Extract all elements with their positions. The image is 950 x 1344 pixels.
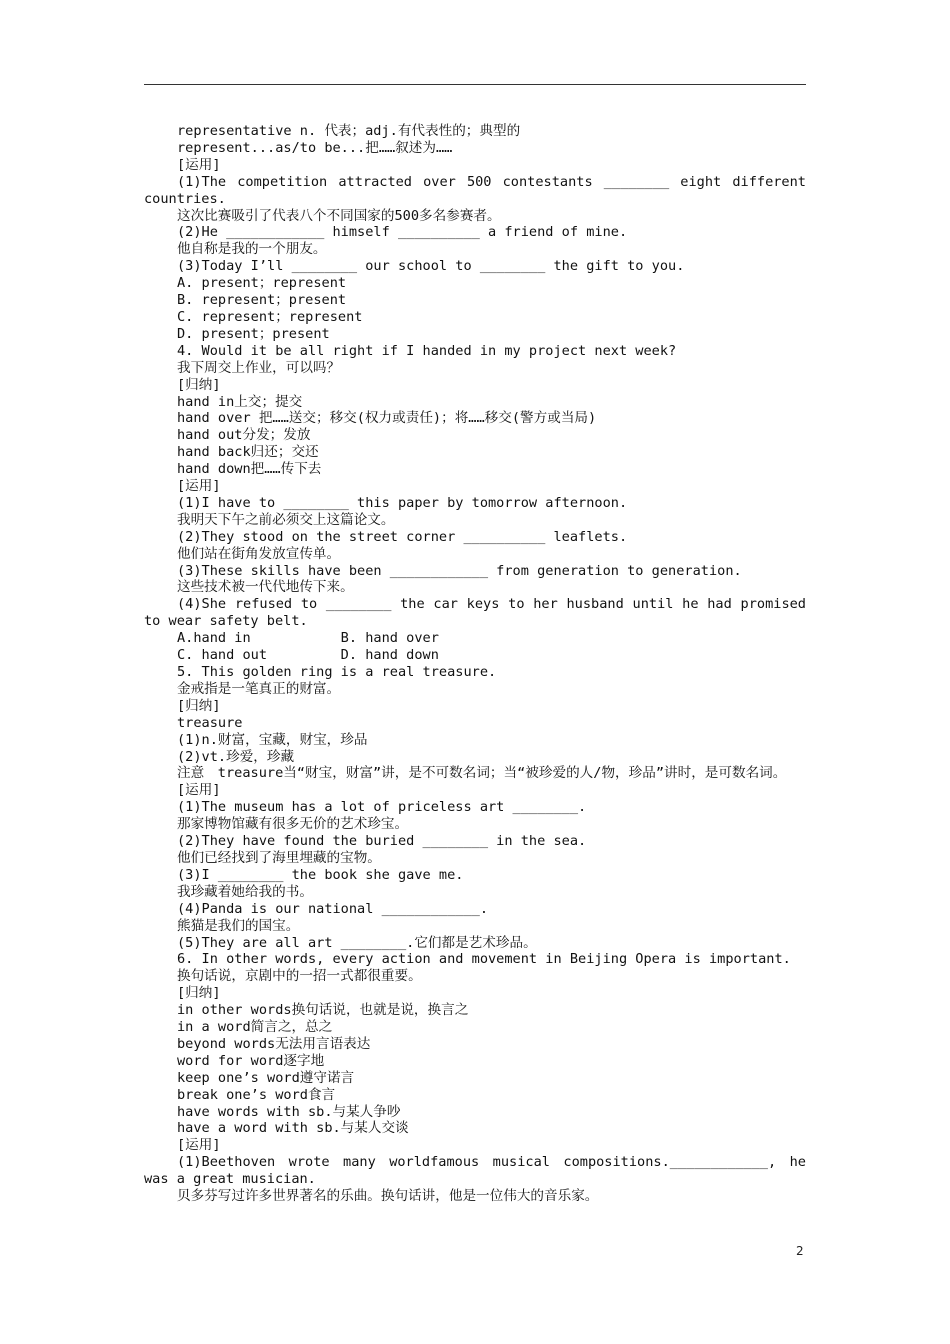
phrase-line: break one’s word食言	[177, 1086, 336, 1103]
phrase-line: treasure	[177, 714, 243, 731]
page-number: 2	[796, 1244, 804, 1258]
phrase-line: hand in上交；提交	[177, 393, 303, 410]
phrase-line: have a word with sb.与某人交谈	[177, 1120, 409, 1137]
translation-line: 这些技术被一代代地传下来。	[177, 579, 354, 596]
phrase-line: (1)n.财富，宝藏，财宝，珍品	[177, 731, 368, 748]
heading-line: 6. In other words, every action and movement in Beijing Opera is important.	[177, 951, 791, 968]
section-label: [运用]	[177, 156, 221, 173]
text-line: represent...as/to be...把……叙述为……	[177, 139, 453, 156]
translation-line: 熊猫是我们的国宝。	[177, 917, 300, 934]
translation-line: 贝多芬写过许多世界著名的乐曲。换句话讲，他是一位伟大的音乐家。	[177, 1188, 599, 1205]
translation-line: 那家博物馆藏有很多无价的艺术珍宝。	[177, 816, 409, 833]
phrase-line: in a word简言之，总之	[177, 1019, 333, 1036]
exercise-line: (1)I have to ________ this paper by tomorrow afternoon.	[177, 494, 628, 511]
translation-line: 他们已经找到了海里埋藏的宝物。	[177, 849, 381, 866]
heading-line: 5. This golden ring is a real treasure.	[177, 664, 497, 680]
section-label: [运用]	[177, 1137, 221, 1154]
phrase-line: (2)vt.珍爱，珍藏	[177, 748, 295, 765]
phrase-line: have words with sb.与某人争吵	[177, 1103, 401, 1120]
translation-line: 金戒指是一笔真正的财富。	[177, 680, 341, 697]
translation-line: 换句话说，京剧中的一招一式都很重要。	[177, 968, 422, 985]
option-line: C. represent；represent	[177, 308, 363, 325]
translation-line: 我下周交上作业，可以吗？	[177, 359, 341, 376]
translation-line: 我珍藏着她给我的书。	[177, 883, 313, 900]
phrase-line: hand down把……传下去	[177, 461, 322, 478]
phrase-line: hand back归还；交还	[177, 444, 319, 461]
exercise-line: (1)The competition attracted over 500 contestants ________ eight different countries.	[144, 173, 815, 207]
exercise-line: (2)They have found the buried ________ in the sea.	[177, 833, 587, 850]
phrase-line: word for word逐字地	[177, 1052, 325, 1069]
exercise-line: (1)The museum has a lot of priceless art ________.	[177, 799, 587, 816]
text-line: representative n. 代表；adj.有代表性的；典型的	[177, 123, 521, 139]
exercise-line: (2)He ____________ himself __________ a friend of mine.	[177, 224, 628, 241]
option-line: B. represent；present	[177, 292, 347, 309]
exercise-line: (4)She refused to ________ the car keys to her husband until he had promised to wear safety belt.	[144, 596, 815, 630]
option-line: C. hand out D. hand down	[177, 647, 439, 664]
heading-line: 4. Would it be all right if I handed in my project next week?	[177, 342, 677, 359]
translation-line: 这次比赛吸引了代表八个不同国家的500多名参赛者。	[177, 207, 501, 224]
section-label: [归纳]	[177, 985, 221, 1002]
option-line: A.hand in B. hand over	[177, 630, 439, 647]
section-label: [运用]	[177, 782, 221, 799]
translation-line: 他们站在街角发放宣传单。	[177, 545, 341, 562]
exercise-line: (1)Beethoven wrote many worldfamous musical compositions.____________, he was a great musician.	[144, 1154, 815, 1188]
translation-line: 我明天下午之前必须交上这篇论文。	[177, 511, 395, 528]
header-rule	[144, 84, 806, 85]
phrase-line: hand over 把……送交；移交(权力或责任)；将……移交(警方或当局)	[177, 410, 597, 427]
exercise-line: (2)They stood on the street corner __________ leaflets.	[177, 528, 628, 545]
document-body	[144, 123, 815, 1205]
exercise-line: (3)Today I’ll ________ our school to ________ the gift to you.	[177, 258, 685, 275]
exercise-line: (3)These skills have been ____________ from generation to generation.	[177, 562, 742, 579]
note-line: 注意 treasure当“财宝，财富”讲，是不可数名词；当“被珍爱的人/物，珍品”讲时，是可数名词。	[177, 765, 787, 782]
phrase-line: keep one’s word遵守诺言	[177, 1069, 355, 1086]
section-label: [归纳]	[177, 376, 221, 393]
phrase-line: beyond words无法用言语表达	[177, 1035, 371, 1052]
option-line: A. present；represent	[177, 275, 347, 292]
phrase-line: in other words换句话说，也就是说，换言之	[177, 1002, 469, 1019]
section-label: [归纳]	[177, 697, 221, 714]
exercise-line: (3)I ________ the book she gave me.	[177, 866, 464, 883]
exercise-line: (5)They are all art ________.它们都是艺术珍品。	[177, 934, 537, 951]
phrase-line: hand out分发；发放	[177, 427, 311, 444]
option-line: D. present；present	[177, 325, 330, 342]
translation-line: 他自称是我的一个朋友。	[177, 241, 327, 258]
exercise-line: (4)Panda is our national ____________.	[177, 900, 488, 917]
section-label: [运用]	[177, 478, 221, 495]
